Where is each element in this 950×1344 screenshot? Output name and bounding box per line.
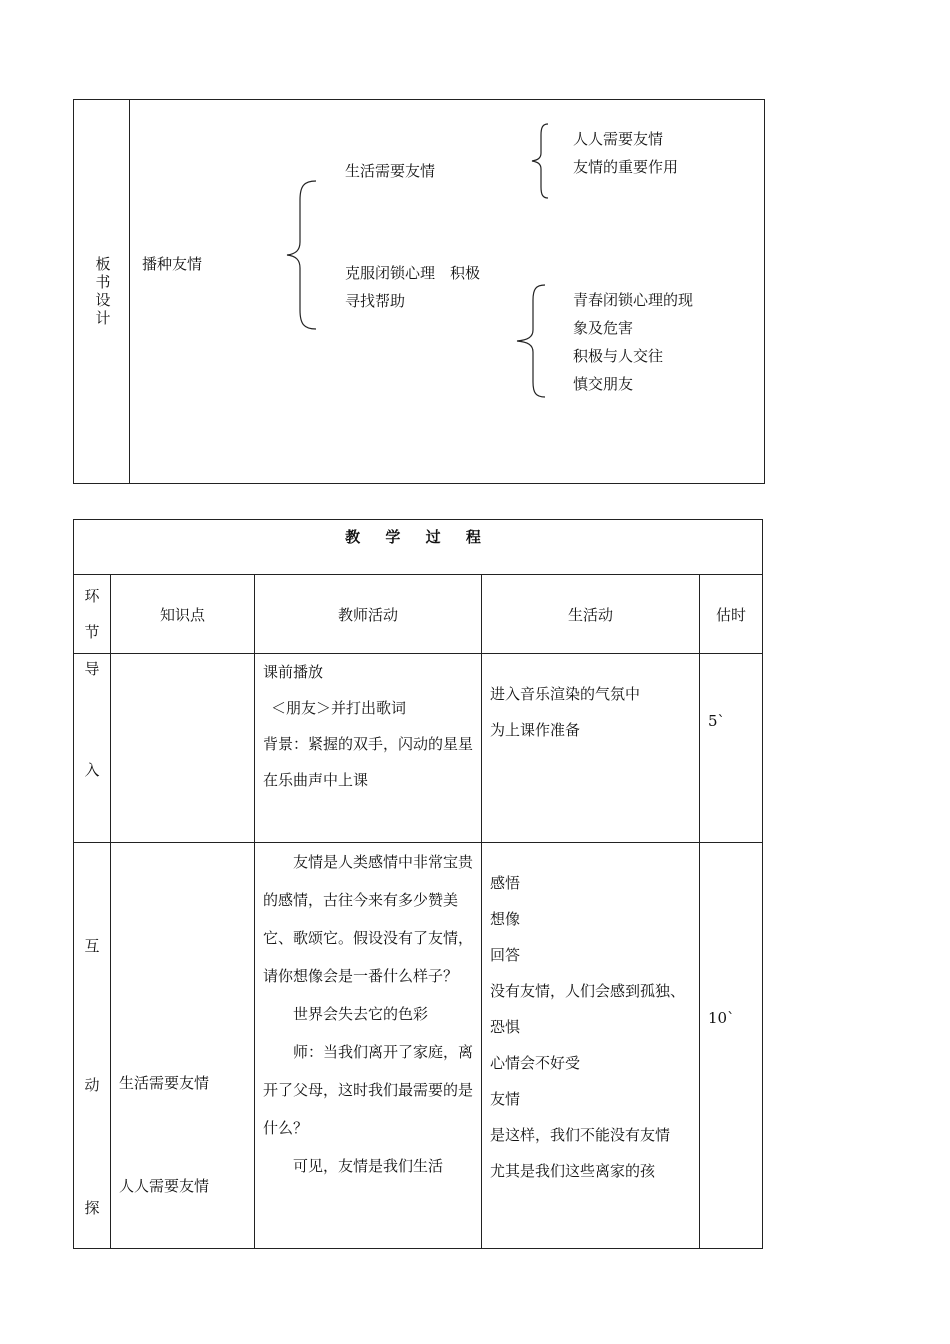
knowledge-item: 生活需要友情 xyxy=(119,1074,210,1092)
main-brace xyxy=(286,180,320,330)
row-section xyxy=(74,843,111,1249)
header-knowledge: 知识点 xyxy=(111,575,255,654)
board-divider xyxy=(129,100,130,483)
process-title: 教 学 过 程 xyxy=(74,520,763,575)
student-line: 为上课作准备 xyxy=(490,721,581,739)
lower-item-3: 积极与人交往 xyxy=(573,347,664,365)
teacher-paragraph: 可见，友情是我们生活 xyxy=(293,1157,444,1175)
student-line: 尤其是我们这些离家的孩 xyxy=(490,1162,656,1180)
header-student: 生活动 xyxy=(482,575,700,654)
row-section xyxy=(74,654,111,843)
board-root: 播种友情 xyxy=(142,255,203,273)
student-line: 回答 xyxy=(490,946,521,964)
teacher-paragraph: 友情是人类感情中非常宝贵的感情，古往今来有多少赞美它、歌颂它。假设没有了友情，请你想像会是一番什么样子？ xyxy=(263,853,474,985)
student-line: 感悟 xyxy=(490,874,521,892)
time-value: 5` xyxy=(708,712,726,730)
lower-item-1: 青春闭锁心理的现 xyxy=(573,291,694,309)
branch-overcome-line1: 克服闭锁心理 积极 xyxy=(345,264,481,282)
student-line: 是这样，我们不能没有友情 xyxy=(490,1126,671,1144)
row-teacher xyxy=(255,654,482,843)
teacher-line: 在乐曲声中上课 xyxy=(263,771,369,789)
header-section xyxy=(74,575,111,654)
header-teacher: 教师活动 xyxy=(255,575,482,654)
teacher-line: ＜朋友＞并打出歌词 xyxy=(271,699,407,717)
row-student xyxy=(482,654,700,843)
section-char: 探 xyxy=(84,1199,100,1217)
teacher-paragraph: 世界会失去它的色彩 xyxy=(293,1005,429,1023)
row-knowledge xyxy=(111,843,255,1249)
table-row xyxy=(74,654,763,843)
time-value: 10` xyxy=(708,1009,735,1027)
branch-life-needs-friendship: 生活需要友情 xyxy=(345,162,436,180)
header-section-char-1: 环 xyxy=(84,587,100,605)
student-line: 想像 xyxy=(490,910,521,928)
lower-brace xyxy=(516,284,548,398)
header-section-char-2: 节 xyxy=(84,623,100,641)
section-char: 动 xyxy=(84,1076,100,1094)
section-char: 互 xyxy=(84,937,100,955)
upper-brace xyxy=(531,123,551,199)
student-line: 没有友情，人们会感到孤独、恐惧 xyxy=(490,982,686,1036)
student-line: 心情会不好受 xyxy=(490,1054,581,1072)
row-teacher xyxy=(255,843,482,1249)
row-time xyxy=(700,654,763,843)
teacher-paragraph: 师：当我们离开了家庭，离开了父母，这时我们最需要的是什么？ xyxy=(263,1043,474,1137)
branch-overcome-line2: 寻找帮助 xyxy=(345,292,406,310)
section-char: 导 xyxy=(84,660,100,678)
header-time: 估时 xyxy=(700,575,763,654)
teacher-line: 背景：紧握的双手，闪动的星星 xyxy=(263,735,474,753)
knowledge-item: 人人需要友情 xyxy=(119,1177,210,1195)
student-line: 友情 xyxy=(490,1090,521,1108)
lower-item-4: 慎交朋友 xyxy=(573,375,634,393)
lower-item-2: 象及危害 xyxy=(573,319,634,337)
table-row xyxy=(74,843,763,1249)
row-knowledge xyxy=(111,654,255,843)
upper-item-1: 人人需要友情 xyxy=(573,130,664,148)
teaching-process-table xyxy=(73,519,763,1249)
section-char: 入 xyxy=(84,761,100,779)
row-student xyxy=(482,843,700,1249)
student-line: 进入音乐渲染的气氛中 xyxy=(490,685,641,703)
board-label: 板书设计 xyxy=(95,255,111,327)
upper-item-2: 友情的重要作用 xyxy=(573,158,679,176)
row-time xyxy=(700,843,763,1249)
teacher-line: 课前播放 xyxy=(263,663,324,681)
